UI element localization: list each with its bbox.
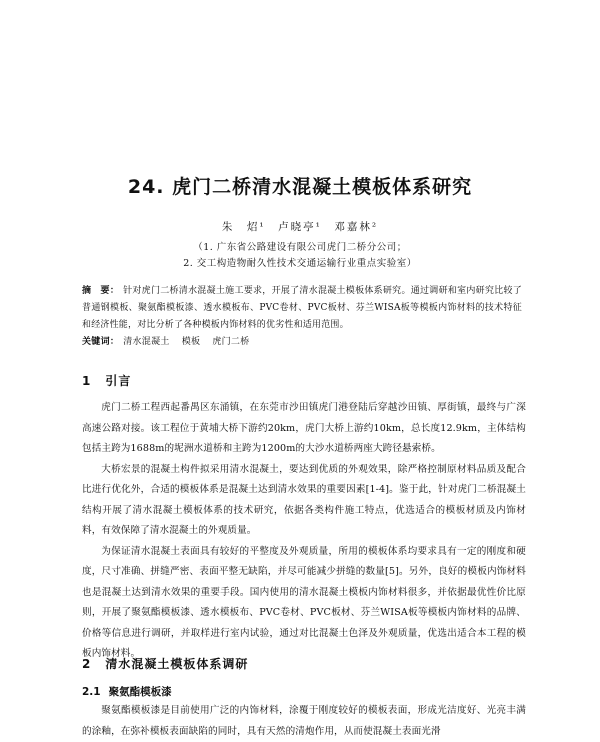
section-number: 1 [82, 374, 92, 388]
keywords [82, 334, 522, 347]
abstract-label: 摘 要： [82, 286, 120, 296]
section-number: 2 [82, 657, 92, 671]
section-title: 引言 [105, 374, 132, 388]
section-heading-introduction [82, 372, 131, 389]
keyword-item: 清水混凝土 [123, 337, 170, 347]
affiliation-line-1: （1. 广东省公路建设有限公司虎门二桥分公司； [193, 242, 407, 253]
author-list: 朱 炤¹ 卢晓亭¹ 邓嘉林² [221, 221, 379, 233]
paragraph: 虎门二桥工程西起番禺区东涌镇，在东莞市沙田镇虎门港登陆后穿越沙田镇、厚街镇，最终与广深高速公路对接。该工程位于黄埔大桥下游约20km，虎门大桥上游约10km，总长度12.9km，主体结构包括主跨为1688m的坭洲水道桥和主跨为1200m的大沙水道桥两座大跨径悬索桥。 [82, 402, 526, 454]
section-heading-formwork-survey [82, 655, 248, 672]
keyword-item: 虎门二桥 [212, 337, 250, 347]
section-title: 清水混凝土模板体系调研 [105, 657, 249, 671]
paragraph: 聚氨酯模板漆是目前使用广泛的内饰材料，涂覆于刚度较好的模板表面，形成光洁度好、光亮丰满的涂釉，在弥补模板表面缺陷的同时，具有天然的清炮作用，从而使混凝土表面光滑 [82, 705, 526, 737]
paragraph: 为保证清水混凝土表面具有较好的平整度及外观质量，所用的模板体系均要求具有一定的刚度和硬度，尺寸准确、拼缝严密、表面平整无缺陷，并尽可能减少拼缝的数量[5]。另外，良好的模板内饰材料也是混凝土达到清水效果的重要手段。国内使用的清水混凝土模板内饰材料很多，并依据最优性价比原则，开展了聚氨酯模板漆、透水模板布、PVC卷材、PVC板材、芬兰WISA板等模板内饰材料的品牌、价格等信息进行调研，并取样进行室内试验，通过对比混凝土色泽及外观质量，优选出适合本工程的模板内饰材料。 [82, 545, 526, 659]
introduction-body [82, 398, 526, 665]
subsection-heading [82, 684, 172, 699]
keywords-label: 关键词： [82, 337, 120, 347]
paragraph: 大桥宏景的混凝土构件拟采用清水混凝土，要达到优质的外观效果，除严格控制原材料品质及配合比进行优化外，合适的模板体系是混凝土达到清水效果的重要因素[1-4]。鉴于此，针对虎门二桥混凝土结构开展了清水混凝土模板体系的技术研究，依据各类构件施工特点，优选适合的模板材质及内饰材料，有效保障了清水混凝土的外观质量。 [82, 463, 526, 536]
affiliation-line-2: 2. 交工构造物耐久性技术交通运输行业重点实验室） [183, 258, 417, 269]
abstract [82, 283, 522, 334]
keyword-item: 模板 [181, 337, 201, 347]
abstract-text: 针对虎门二桥清水混凝土施工要求，开展了清水混凝土模板体系研究。通过调研和室内研究比较了普通钢模板、聚氨酯模板漆、透水模板布、PVC卷材、PVC板材、芬兰WISA板等模板内饰材料的技术特征和经济性能，对比分析了各种模板内饰材料的优劣性和适用范围。 [82, 286, 522, 330]
subsection-body [82, 701, 526, 742]
subsection-number: 2.1 [82, 686, 101, 698]
paper-title: 24. 虎门二桥清水混凝土模板体系研究 [127, 176, 473, 198]
subsection-title: 聚氨酯模板漆 [108, 686, 172, 698]
